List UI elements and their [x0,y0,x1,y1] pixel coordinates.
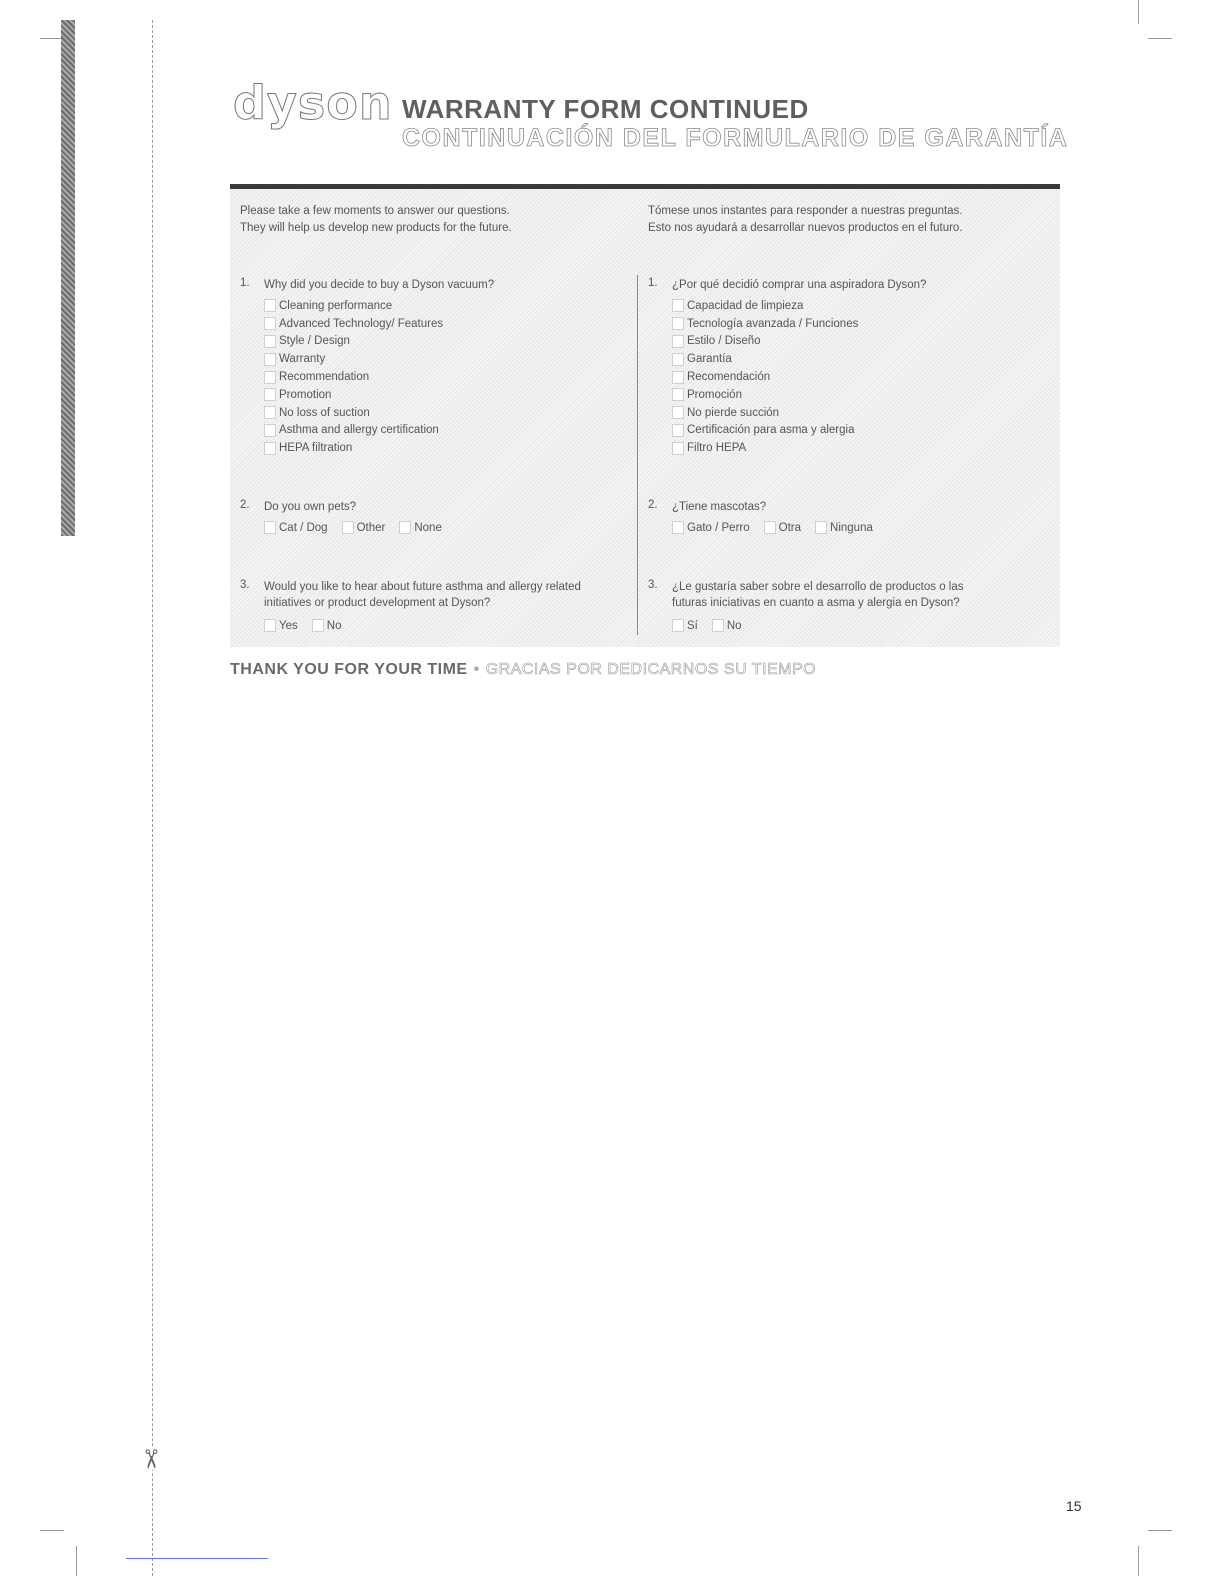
crop-mark [1138,0,1139,24]
checkbox[interactable] [672,406,684,419]
crop-mark [76,1546,77,1576]
checkbox[interactable] [672,335,684,348]
option-style-design[interactable]: Style / Design [264,333,443,351]
warranty-form [230,184,1060,647]
option-promocion[interactable]: Promoción [672,386,858,404]
option-no-spanish[interactable]: No [712,617,742,635]
option-recommendation[interactable]: Recommendation [264,368,443,386]
page-title-spanish: CONTINUACIÓN DEL FORMULARIO DE GARANTÍA [402,124,1069,152]
crop-mark [1148,38,1172,39]
page-title: WARRANTY FORM CONTINUED [402,94,809,124]
option-ninguna[interactable]: Ninguna [815,519,873,537]
option-tecnologia-avanzada[interactable]: Tecnología avanzada / Funciones [672,315,858,333]
checkbox[interactable] [815,521,827,534]
option-no-pierde-succion[interactable]: No pierde succión [672,404,858,422]
option-no[interactable]: No [312,617,342,635]
checkbox[interactable] [712,619,724,632]
option-asthma-allergy[interactable]: Asthma and allergy certification [264,422,443,440]
option-yes[interactable]: Yes [264,617,298,635]
options-list [264,297,443,457]
option-none[interactable]: None [399,519,442,537]
checkbox[interactable] [672,371,684,384]
option-cleaning-performance[interactable]: Cleaning performance [264,297,443,315]
option-hepa-filtration[interactable]: HEPA filtration [264,439,443,457]
option-cat-dog[interactable]: Cat / Dog [264,519,328,537]
checkbox[interactable] [672,521,684,534]
checkbox[interactable] [764,521,776,534]
option-recomendacion[interactable]: Recomendación [672,368,858,386]
option-filtro-hepa[interactable]: Filtro HEPA [672,439,858,457]
option-otra[interactable]: Otra [764,519,801,537]
checkbox[interactable] [264,521,276,534]
checkbox[interactable] [672,299,684,312]
scissors-icon: ✂ [134,1448,165,1470]
checkbox[interactable] [264,353,276,366]
page-number: 15 [1066,1498,1082,1514]
option-no-loss-of-suction[interactable]: No loss of suction [264,404,443,422]
checkbox[interactable] [672,442,684,455]
option-estilo-diseno[interactable]: Estilo / Diseño [672,333,858,351]
checkbox[interactable] [264,424,276,437]
options-list [672,519,887,537]
checkbox[interactable] [264,317,276,330]
option-si[interactable]: Sí [672,617,698,635]
option-promotion[interactable]: Promotion [264,386,443,404]
binding-strip [61,20,75,536]
checkbox[interactable] [312,619,324,632]
options-list [264,617,355,635]
checkbox[interactable] [399,521,411,534]
crop-mark [40,1530,64,1531]
intro-text-spanish: Tómese unos instantes para responder a nuestras preguntas. Esto nos ayudará a desarrollar nuevos productos en el futuro. [648,205,963,234]
english-column: Please take a few moments to answer our questions. They will help us develop new products for the future. 1. Why did you decide to buy a Dyson vacuum? Cleaning performance Advanced Technology/ Features Style / Design Warranty Recommendation Promotion No loss of suction Asthma and allergy certification HEPA filtration 2. Do you own pets? Cat / Dog Other None 3. Would you like to hear about future asthma and allergy related initiatives or product development at Dyson? Yes No [240,189,635,647]
options-list [672,297,858,457]
dyson-logo: dyson [233,76,393,130]
checkbox[interactable] [672,317,684,330]
option-certificacion-asma[interactable]: Certificación para asma y alergia [672,422,858,440]
option-capacidad-limpieza[interactable]: Capacidad de limpieza [672,297,858,315]
checkbox[interactable] [264,299,276,312]
checkbox[interactable] [672,424,684,437]
options-list [264,519,456,537]
checkbox[interactable] [264,406,276,419]
checkbox[interactable] [672,619,684,632]
checkbox[interactable] [264,335,276,348]
thank-you-message: THANK YOU FOR YOUR TIME • GRACIAS POR DEDICARNOS SU TIEMPO [230,661,817,678]
intro-text: Please take a few moments to answer our questions. They will help us develop new products for the future. [240,205,512,234]
checkbox[interactable] [264,371,276,384]
checkbox[interactable] [672,353,684,366]
option-gato-perro[interactable]: Gato / Perro [672,519,750,537]
checkbox[interactable] [342,521,354,534]
checkbox[interactable] [264,388,276,401]
checkbox[interactable] [672,388,684,401]
crop-mark [1148,1530,1172,1531]
checkbox[interactable] [264,619,276,632]
cut-line [152,20,153,1576]
option-warranty[interactable]: Warranty [264,350,443,368]
option-other[interactable]: Other [342,519,386,537]
crop-mark [1138,1546,1139,1576]
checkbox[interactable] [264,442,276,455]
spanish-column: Tómese unos instantes para responder a nuestras preguntas. Esto nos ayudará a desarrollar nuevos productos en el futuro. 1. ¿Por qué decidió comprar una aspiradora Dyson? Capacidad de limpieza Tecnología avanzada / Funciones Estilo / Diseño Garantía Recomendación Promoción No pierde succión Certificación para asma y alergia Filtro HEPA 2. ¿Tiene mascotas? Gato / Perro Otra Ninguna 3. ¿Le gustaría saber sobre el desarrollo de productos o las futuras iniciativas en cuanto a asma y alergia en Dyson? Sí No [648,189,1053,647]
footer-rule [126,1558,268,1559]
options-list [672,617,756,635]
option-advanced-technology[interactable]: Advanced Technology/ Features [264,315,443,333]
option-garantia[interactable]: Garantía [672,350,858,368]
column-divider [637,275,638,635]
